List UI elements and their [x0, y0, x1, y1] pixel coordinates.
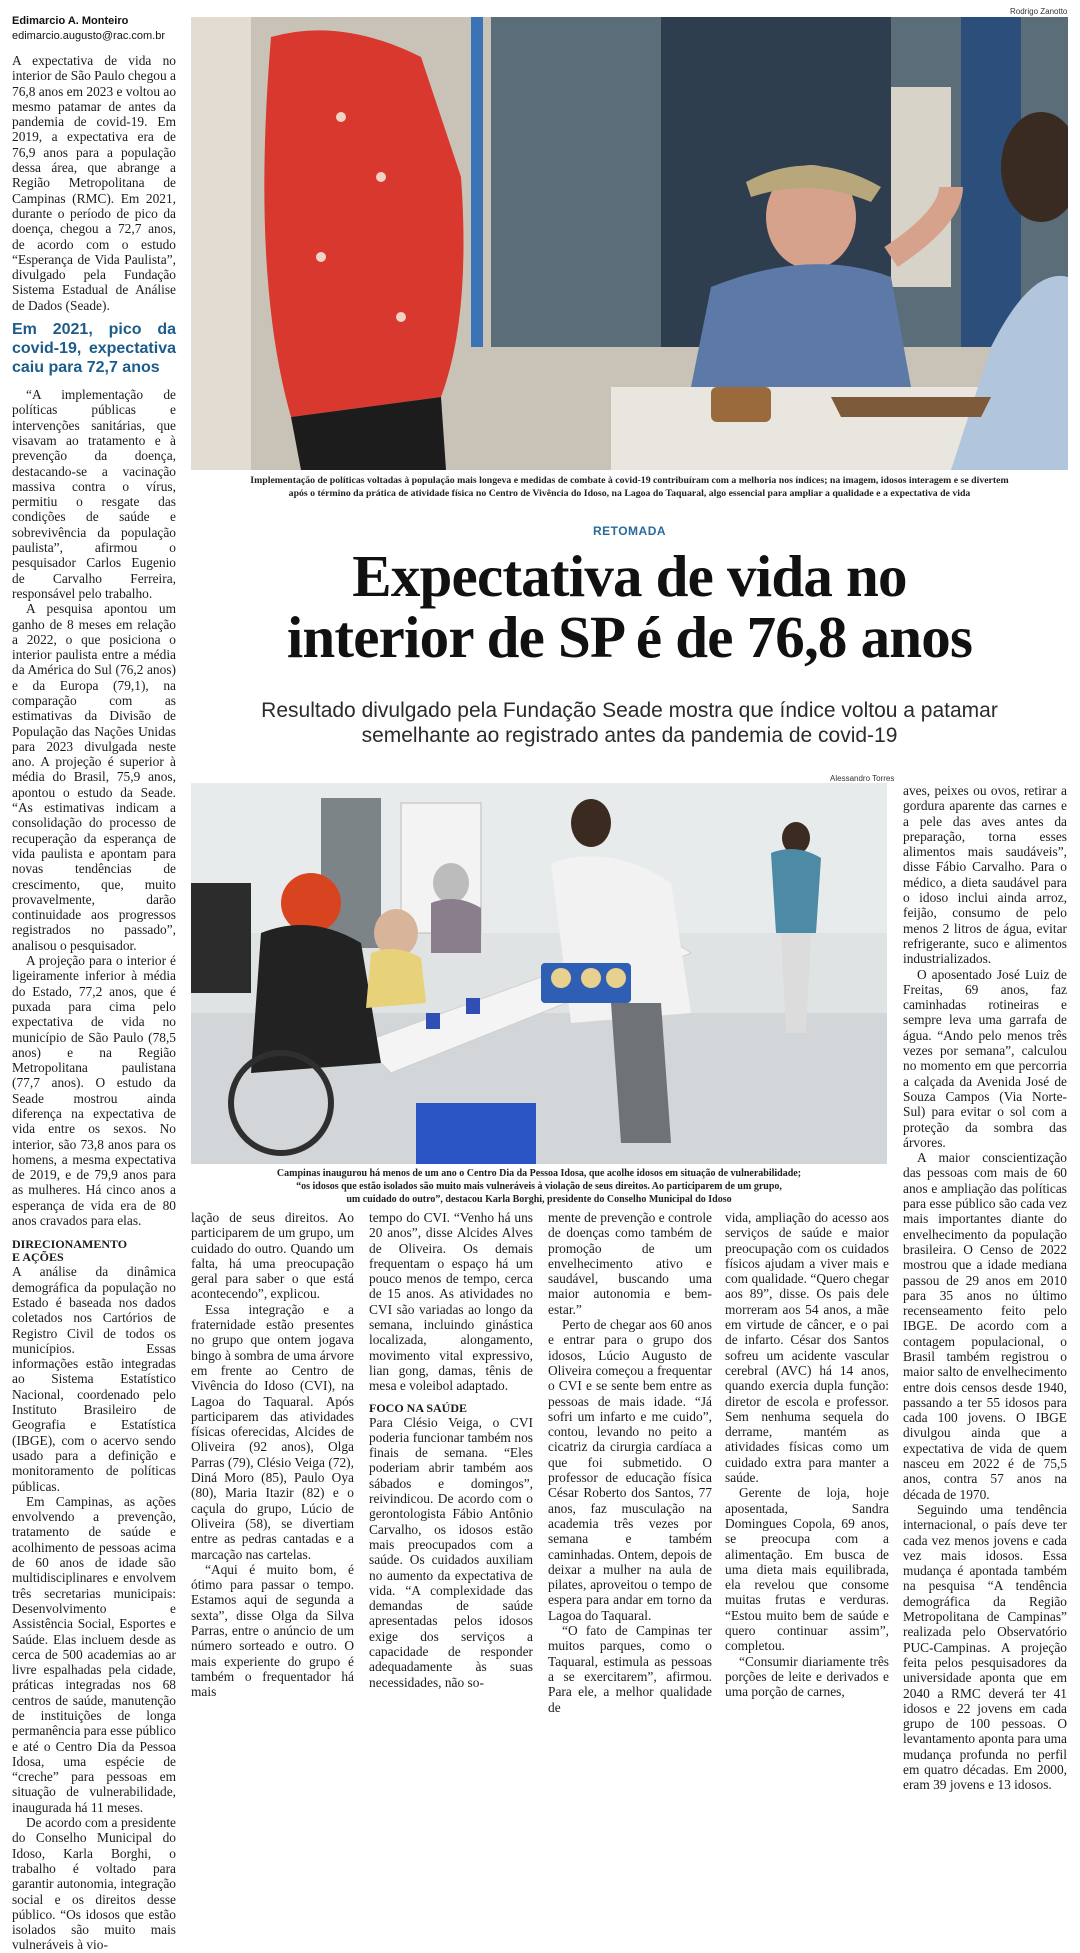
col4-paragraph-1: mente de prevenção e controle de doenças como também de promoção de um envelhecimento ativo e saudável, buscando uma maior autonomia e bem-estar.” [548, 1210, 712, 1317]
top-photo [191, 17, 1068, 470]
bottom-photo-caption [191, 1167, 887, 1206]
kicker: RETOMADA [592, 524, 667, 538]
column-3 [369, 1210, 533, 1690]
bottom-photo [191, 783, 887, 1164]
author-email: edimarcio.augusto@rac.com.br [12, 30, 166, 42]
col2-paragraph-3: “Aqui é muito bom, é ótimo para passar o tempo. Estamos aqui de segunda a sexta”, disse Olga da Silva Parras, entre o anúncio de um número sorteado e outro. O mais experiente do grupo é também o frequentador há mais [191, 1561, 354, 1700]
col6-paragraph-1: aves, peixes ou ovos, retirar a gordura aparente das carnes e a pele das aves antes da preparação, torna esses alimentos mais saudáveis”, disse Fábio Carvalho. Para o médico, a dieta saudável para o idoso inclui ainda arroz, feijão, consumo de pelo menos 2 litros de água, evitar refrigerante, suco e alimentos industrializados. [903, 783, 1067, 967]
col1-paragraph-4: A projeção para o interior é ligeiramente inferior à média do Estado, 77,2 anos, que é puxada para cima pelo expectativa de vida no município de São Paulo (78,5 anos) e na Região Metropolitana paulistana (77,7 anos). O estudo da Seade mostrou ainda diferença na expectativa de vida entre os sexos. No interior, são 73,8 anos para os homens, a mesma expectativa de 2019, e de 79,9 anos para as mulheres. Há cinco anos a esperança de vida era de 80 anos cravados para elas. [12, 953, 176, 1229]
col6-paragraph-2: O aposentado José Luiz de Freitas, 69 anos, faz caminhadas rotineiras e sempre leva uma garrafa de água. “Ando pelo menos três vezes por semana”, calculou no momento em que percorria a calçada da Avenida José de Souza Campos (Via Norte-Sul) para evitar o sol com a proteção da sombra das árvores. [903, 966, 1067, 1150]
bottom-caption-line-2: “os idosos que estão isolados são muito mais vulneráveis à violação de seus direitos. Ao participarem de um grupo, [296, 1181, 782, 1192]
col1-paragraph-1: A expectativa de vida no interior de São Paulo chegou a 76,8 anos em 2023 e voltou ao mesmo patamar de antes da pandemia de covid-19. Em 2019, a expectativa era de 76,9 anos para a população dessa área, que abrange a Região Metropolitana de Campinas (RMC). Em 2021, durante o período de pico da doença, chegou a 72,7 anos, de acordo com o estudo “Esperança de Vida Paulista”, divulgado pela Fundação Sistema Estadual de Análise de Dados (Seade). [12, 53, 177, 313]
headline-line-2: interior de SP é de 76,8 anos [286, 604, 973, 670]
column-5 [725, 1210, 889, 1700]
section-heading-foco-na-saude: FOCO NA SAÚDE [369, 1400, 468, 1415]
top-photo-credit: Rodrigo Zanotto [1010, 7, 1068, 16]
bottom-caption-line-1: Campinas inaugurou há menos de um ano o Centro Dia da Pessoa Idosa, que acolhe idosos em situação de vulnerabilidade; [276, 1168, 802, 1179]
bottom-caption-line-3: um cuidado do outro”, destacou Karla Borghi, presidente do Conselho Municipal do Idoso [346, 1194, 732, 1205]
col3-paragraph-1: tempo do CVI. “Venho há uns 20 anos”, disse Alcides Alves de Oliveira. Os demais frequentam o espaço há um pouco menos de tempo, cerca de 15 anos. As atividades no CVI são variadas ao longo da semana, incluindo ginástica localizada, alongamento, movimento vital expressivo, lian gong, damas, tênis de mesa e voleibol adaptado. [369, 1210, 533, 1394]
col4-paragraph-3: “O fato de Campinas ter muitos parques, como o Taquaral, estimula as pessoas a se exercitarem”, afirmou. Para ele, a melhor qualidade de [548, 1623, 712, 1715]
column-1 [12, 53, 176, 1953]
subheadline-line-1: Resultado divulgado pela Fundação Seade mostra que índice voltou a patamar [261, 699, 998, 722]
subheadline [191, 698, 1068, 748]
col5-paragraph-1: vida, ampliação do acesso aos serviços de saúde e maior preocupação com os cuidados físicos ajudam a viver mais e com qualidade. “Quero chegar aos 89”, disse. Os pais dele morreram aos 54 anos, a mãe em virtude de câncer, e o pai de infarto. César dos Santos sofreu um acidente vascular cerebral (AVC) há 14 anos, quando exercia dupla função: diretor de escola e professor. Sem nenhuma sequela do derrame, mantém as atividades físicas como um cuidado extra para manter a saúde. [725, 1210, 889, 1486]
headline-line-1: Expectativa de vida no [352, 543, 907, 609]
headline [191, 543, 1068, 670]
section-heading-direcionamento: DIRECIONAMENTO E AÇÕES [12, 1237, 128, 1265]
pull-quote: Em 2021, pico da covid-19, expectativa caiu para 72,7 anos [12, 321, 176, 377]
col1-paragraph-5: A análise da dinâmica demográfica da população no Estado é baseada nos dados coletados nos Cartórios de Registro Civil de todos os municípios. Essas informações estão integradas ao Sistema Estatístico Nacional, coordenado pelo Instituto Brasileiro de Geografia e Estatística (IBGE), com o acervo sendo usado para a definição e monitoramento de políticas públicas. [12, 1264, 176, 1494]
col5-paragraph-2: Gerente de loja, hoje aposentada, Sandra Domingues Copola, 69 anos, se preocupa com a alimentação. Em busca de uma dieta mais equilibrada, ela revelou que consome muitas frutas e verduras. “Estou muito bem de saúde e quero continuar assim”, completou. [725, 1485, 889, 1654]
bottom-photo-credit: Alessandro Torres [830, 774, 895, 783]
top-photo-illustration [191, 17, 1068, 470]
col1-paragraph-3: A pesquisa apontou um ganho de 8 meses em relação a 2022, o que posiciona o interior paulista entre a média da América do Sul (76,2 anos) e da Europa (79,1), na comparação com as estimativas da Divisão de População das Nações Unidas para 2023 divulgada neste ano. A projeção é superior à média do Brasil, 75,9 anos, apontou o estudo da Seade. “As estimativas indicam a consolidação do processo de recuperação da esperança de vida paulista e apontam para novas tendências de crescimento, que, muito provavelmente, darão continuidade aos progressos registrados no passado”, analisou o pesquisador. [12, 601, 176, 953]
col1-paragraph-6: Em Campinas, as ações envolvendo a prevenção, tratamento de saúde e acolhimento de pessoas acima de 60 anos de idade são multidisciplinares e envolvem três secretarias municipais: Desenvolvimento e Assistência Social, Esportes e Saúde. Elas incluem desde as cerca de 500 academias ao ar livre espalhadas pela cidade, práticas integradas nos 68 centros de saúde, manutenção de instituições de longa permanência para esse público e até o Centro Dia da Pessoa Idosa, uma espécie de “creche” para pessoas em situação de vulnerabilidade, inaugurada há 11 meses. [12, 1493, 176, 1815]
column-2 [191, 1210, 354, 1700]
col1-paragraph-2: “A implementação de políticas públicas e intervenções sanitárias, que visavam ao tratamento e à prevenção da doença, destacando-se a vacinação massiva contra o vírus, permitiu o resgate das condições de saúde e sobrevivência da população paulista”, afirmou o pesquisador Carlos Eugenio de Carvalho Ferreira, responsável pelo trabalho. [12, 387, 176, 601]
subheadline-line-2: semelhante ao registrado antes da pandemia de covid-19 [361, 724, 898, 747]
top-caption-line-2: após o término da prática de atividade física no Centro de Vivência do Idoso, na Lagoa do Taquaral, algo essencial para ampliar a qualidade e a expectativa de vida [288, 488, 971, 499]
col6-paragraph-3: A maior conscientização das pessoas com mais de 60 anos e ampliação das políticas para esse público são cada vez mais importantes diante do envelhecimento da população brasileira. O Censo de 2022 mostrou que a idade mediana passou de 29 anos em 2010 para 35 anos no último recenseamento feito pelo IBGE. De acordo com a contagem populacional, o Brasil também registrou o maior salto de envelhecimento entre dois censos desde 1940, passando a ter 55 idosos para cada 100 jovens. O IBGE divulgou ainda que a expectativa de vida de quem nasceu em 2022 é de 75,5 anos, contra 57 anos na década de 1970. [903, 1150, 1067, 1502]
column-6 [903, 783, 1067, 1793]
column-4 [548, 1210, 712, 1715]
col4-paragraph-2: Perto de chegar aos 60 anos e entrar para o grupo dos idosos, Lúcio Augusto de Oliveira começou a frequentar o CVI e se sente bem entre as pessoas de mais idade. “Já sofri um infarto e me cuido”, contou, levando no peito a cicatriz da cirurgia cardíaca a que foi submetido. O professor de educação física César Roberto dos Santos, 77 anos, faz musculação na academia três vezes por semana e também caminhadas. Ontem, depois de deixar a mulher na aula de pilates, aproveitou o tempo de espera para andar em torno da Lagoa do Taquaral. [548, 1317, 712, 1623]
top-caption-line-1: Implementação de políticas voltadas à população mais longeva e medidas de combate à covid-19 contribuíram com a melhoria nos índices; na imagem, idosos interagem e se divertem [250, 475, 1009, 486]
col1-paragraph-7: De acordo com a presidente do Conselho Municipal do Idoso, Karla Borghi, o trabalho é voltado para garantir autonomia, integração social e os direitos desse público. “Os idosos que estão isolados são muito mais vulneráveis à vio- [12, 1815, 176, 1953]
col5-paragraph-3: “Consumir diariamente três porções de leite e derivados e uma porção de carnes, [725, 1653, 889, 1700]
col2-paragraph-1: lação de seus direitos. Ao participarem de um grupo, um cuidado do outro. Quando um falta, há uma preocupação geral para saber o que está acontecendo”, explicou. [191, 1210, 354, 1302]
bottom-photo-illustration [191, 783, 887, 1164]
top-photo-caption [191, 474, 1068, 500]
col2-paragraph-2: Essa integração e a fraternidade estão presentes no grupo que ontem jogava bingo à sombra de uma árvore em frente ao Centro de Vivência do Idoso (CVI), na Lagoa do Taquaral. Após participarem das atividades físicas oferecidas, Alcides de Oliveira (92 anos), Olga Parras (79), Clésio Veiga (72), Diná Moro (85), Paulo Oya (80), Maria Itazir (82) e o caçula do grupo, Lúcio de Oliveira (58), se divertiam entre as pedras cantadas e a marcação nas cartelas. [191, 1301, 354, 1562]
author-name: Edimarcio A. Monteiro [12, 15, 129, 27]
col3-paragraph-2: Para Clésio Veiga, o CVI poderia funcionar também nos finais de semana. “Eles poderiam abrir também aos sábados e domingos”, reivindicou. De acordo com o gerontologista Fábio Antônio Carvalho, os idosos estão mais preocupados com a saúde. Os cuidados auxiliam no aumento da expectativa de vida. “A complexidade das demandas de saúde apresentadas pelos idosos exige dos serviços a capacidade de responder adequadamente às suas necessidades, não so- [369, 1414, 533, 1690]
col6-paragraph-4: Seguindo uma tendência internacional, o país deve ter cada vez menos jovens e cada vez mais idosos. Essa mudança é apontada também na pesquisa “A tendência demográfica da Região Metropolitana de Campinas” realizada pelo Observatório PUC-Campinas. A projeção feita pelos pesquisadores da universidade aponta que em 2040 a RMC deverá ter 41 idosos e 22 jovens em cada grupo de 100 pessoas. O levantamento aponta para uma mudança profunda no perfil em quatro décadas. Em 2000, eram 39 jovens e 13 idosos. [903, 1501, 1067, 1793]
